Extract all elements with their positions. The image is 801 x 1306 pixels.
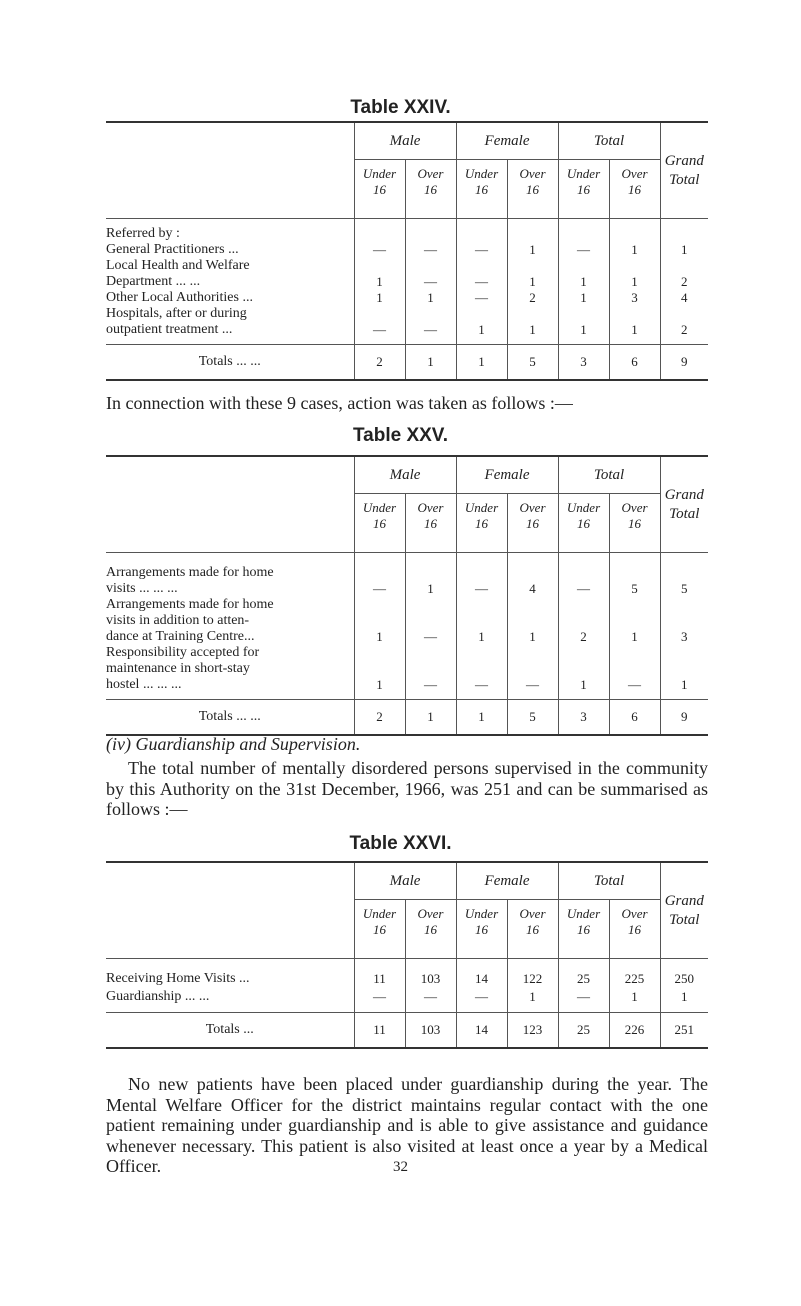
total-cell: 226 [609,1013,660,1049]
grand-total-header: Grand Total [660,862,708,959]
table-row-label: Receiving Home Visits ... [106,971,250,986]
col-total-under: 25 — [558,959,609,1013]
table-row-label: Hospitals, after or during outpatient treatment ... [106,306,247,337]
over-16-header: Over 16 [507,160,558,219]
total-cell: 103 [405,1013,456,1049]
table-row-label: Arrangements made for home visits ... ... ... [106,565,274,596]
total-cell: 9 [660,700,708,736]
under-16-header: Under 16 [558,160,609,219]
table24-body-labels [106,219,354,345]
col-total-over: 225 1 [609,959,660,1013]
col-male-under: 11 — [354,959,405,1013]
col-grand-total: 5 3 1 [660,553,708,700]
table-row-label: Other Local Authorities ... [106,290,253,305]
col-male-over: — — 1 — [405,219,456,345]
total-header: Total [558,456,660,494]
table-row-label: Arrangements made for home visits in addition to atten- dance at Training Centre... [106,597,274,644]
over-16-header: Over 16 [507,900,558,959]
col-female-over: 122 1 [507,959,558,1013]
total-cell: 2 [354,700,405,736]
total-header: Total [558,862,660,900]
table25-caption: Table XXV. [352,425,449,446]
table25 [106,455,708,736]
col-female-over: 4 1 — [507,553,558,700]
totals-row [106,700,708,736]
grand-total-header: Grand Total [660,456,708,553]
table24-caption: Table XXIV. [350,97,451,118]
total-cell: 6 [609,700,660,736]
total-cell: 9 [660,345,708,381]
female-header: Female [456,862,558,900]
col-total-under: — 1 1 1 [558,219,609,345]
total-cell: 3 [558,700,609,736]
over-16-header: Over 16 [405,160,456,219]
total-cell: 251 [660,1013,708,1049]
total-cell: 1 [456,345,507,381]
table26 [106,861,708,1049]
over-16-header: Over 16 [507,494,558,553]
col-female-under: — — — 1 [456,219,507,345]
total-cell: 6 [609,345,660,381]
total-cell: 2 [354,345,405,381]
under-16-header: Under 16 [558,900,609,959]
section-label: Referred by : [106,226,180,241]
totals-row [106,345,708,381]
col-grand-total: 250 1 [660,959,708,1013]
under-16-header: Under 16 [354,160,405,219]
totals-row [106,1013,708,1049]
section-paragraph: The total number of mentally disordered persons supervised in the community by this Authority on the 31st December, 1966, was 251 and can be summarised as follows :— [106,758,708,819]
totals-label: Totals ... ... [106,345,354,381]
section-heading: (iv) Guardianship and Supervision. [106,734,361,754]
table24-stub [106,122,354,219]
table25-body-labels [106,553,354,700]
intro-paragraph: In connection with these 9 cases, action was taken as follows :— [106,393,573,413]
total-cell: 1 [405,700,456,736]
grand-total-header: Grand Total [660,122,708,219]
total-header: Total [558,122,660,160]
under-16-header: Under 16 [354,494,405,553]
over-16-header: Over 16 [609,494,660,553]
col-male-over: 1 — — [405,553,456,700]
total-cell: 5 [507,700,558,736]
col-male-over: 103 — [405,959,456,1013]
page-number: 32 [393,1159,408,1175]
female-header: Female [456,122,558,160]
col-total-over: 5 1 — [609,553,660,700]
total-cell: 3 [558,345,609,381]
total-cell: 1 [456,700,507,736]
total-cell: 25 [558,1013,609,1049]
col-total-over: 1 1 3 1 [609,219,660,345]
over-16-header: Over 16 [405,900,456,959]
table24 [106,121,708,381]
total-cell: 11 [354,1013,405,1049]
under-16-header: Under 16 [456,160,507,219]
table26-body-labels [106,959,354,1013]
col-female-over: 1 1 2 1 [507,219,558,345]
under-16-header: Under 16 [456,900,507,959]
male-header: Male [354,122,456,160]
table-row-label: Responsibility accepted for maintenance in short-stay hostel ... ... ... [106,645,260,692]
total-cell: 123 [507,1013,558,1049]
col-male-under: — 1 1 [354,553,405,700]
col-total-under: — 2 1 [558,553,609,700]
female-header: Female [456,456,558,494]
over-16-header: Over 16 [609,160,660,219]
totals-label: Totals ... [106,1013,354,1049]
table26-stub [106,862,354,959]
under-16-header: Under 16 [456,494,507,553]
table25-stub [106,456,354,553]
totals-label: Totals ... ... [106,700,354,736]
male-header: Male [354,456,456,494]
col-grand-total: 1 2 4 2 [660,219,708,345]
col-male-under: — 1 1 — [354,219,405,345]
over-16-header: Over 16 [609,900,660,959]
table-row-label: Local Health and Welfare Department ... ... [106,258,250,289]
table-row-label: Guardianship ... ... [106,989,210,1004]
closing-paragraph: No new patients have been placed under guardianship during the year. The Mental Welfare Officer for the district maintains regular contact with the one patient remaining under guardianship and is able to give assistance and guidance whenever necessary. This patient is also visited at least once a year by a Medical Officer. [106,1074,708,1176]
col-female-under: — 1 — [456,553,507,700]
col-female-under: 14 — [456,959,507,1013]
male-header: Male [354,862,456,900]
under-16-header: Under 16 [354,900,405,959]
table26-caption: Table XXVI. [349,833,452,854]
total-cell: 5 [507,345,558,381]
table-row-label: General Practitioners ... [106,242,239,257]
under-16-header: Under 16 [558,494,609,553]
total-cell: 14 [456,1013,507,1049]
over-16-header: Over 16 [405,494,456,553]
total-cell: 1 [405,345,456,381]
